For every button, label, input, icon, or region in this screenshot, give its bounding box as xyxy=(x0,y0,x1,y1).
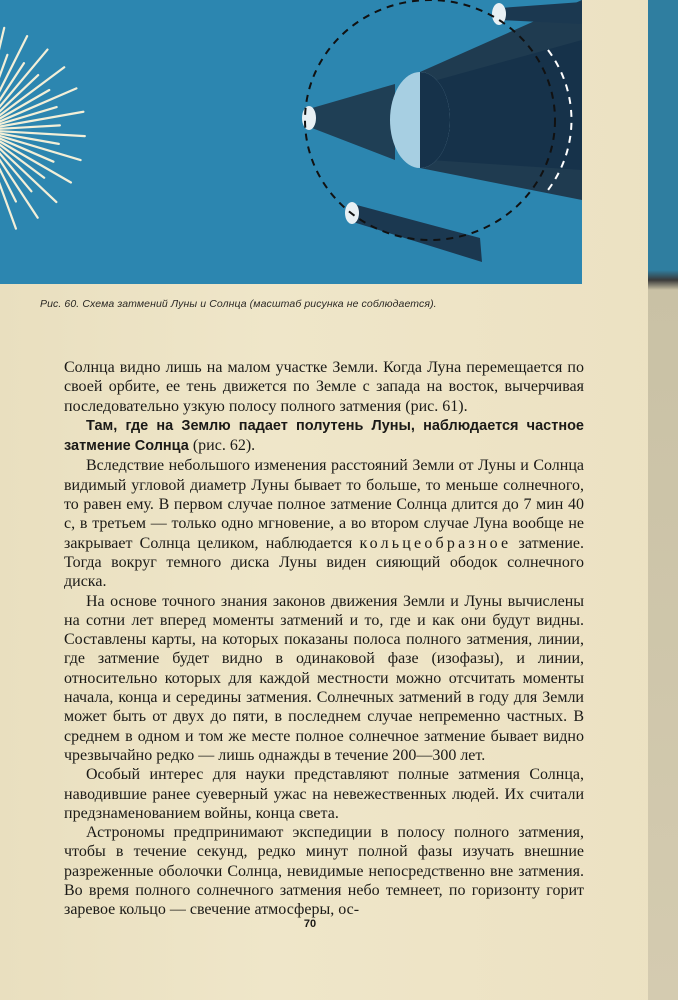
moon-icon xyxy=(302,106,316,130)
paragraph-3 xyxy=(64,456,584,591)
top-moon-icon xyxy=(492,3,506,25)
adjacent-page-edge xyxy=(648,0,678,1000)
paragraph-1: Солнца видно лишь на малом участке Земли. Когда Луна перемещается по своей орбите, ее тень движется по Земле с запада на восток, вычерчивая последовательно узкую полосу полного затмения (рис. 61). xyxy=(64,359,584,415)
paragraph-3-part-a: Вследствие небольшого изменения расстояний Земли от Луны и Солнца видимый угловой диаметр Луны бывает то больше, то меньше солнечного, то равен ему. В первом случае полное затмение Солнца длится до 7 мин 40 с, в третьем — только одно мгновение, а во втором случае Луна вообще не закрывает Солнца целиком, наблюдается xyxy=(64,457,584,552)
figure-caption: Рис. 60. Схема затмений Луны и Солнца (масштаб рисунка не соблюдается). xyxy=(40,298,437,310)
paragraph-5: Особый интерес для науки представляют полные затмения Солнца, наводившие ранее суеверный ужас на невежественных людей. Их считали предзнаменованием войны, конца света. xyxy=(64,766,584,822)
figure-reference: (рис. 62). xyxy=(188,437,256,455)
paragraph-6: Астрономы предпринимают экспедиции в полосу полного затмения, чтобы в течение секунд, редко минут полной фазы изучать внешние разреженные оболочки Солнца, невидимые непосредственно вне затмения. Во время полного солнечного затмения небо темнеет, по горизонту горит заревое кольцо — свечение атмосферы, ос- xyxy=(64,824,584,919)
paragraph-3-part-b: затмение. Тогда вокруг темного диска Луны виден сияющий ободок солнечного диска. xyxy=(64,534,585,591)
spaced-term: кольцеобразное xyxy=(359,534,512,552)
eclipse-diagram xyxy=(0,0,582,284)
page-number: 70 xyxy=(303,918,317,930)
body-text xyxy=(64,358,584,920)
paragraph-4: На основе точного знания законов движения Земли и Луны вычислены на сотни лет вперед моменты затмений и то, где и как они будут видны. Составлены карты, на которых показаны полоса полного затмения, линии, где затмение будет видно в одинаковой фазе (изофазы), и линии, относительно которых для каждой местности можно отсчитать моменты начала, конца и середины затмения. Солнечных затмений в году для Земли может быть от двух до пяти, в последнем случае непременно частных. В среднем в одном и том же месте полное солнечное затмение бывает видно чрезвычайно редко — лишь однажды в течение 200—300 лет. xyxy=(64,592,584,764)
bold-statement: Там, где на Землю падает полутень Луны, наблюдается частное затмение Солнца xyxy=(64,417,584,455)
paragraph-2 xyxy=(64,416,584,457)
